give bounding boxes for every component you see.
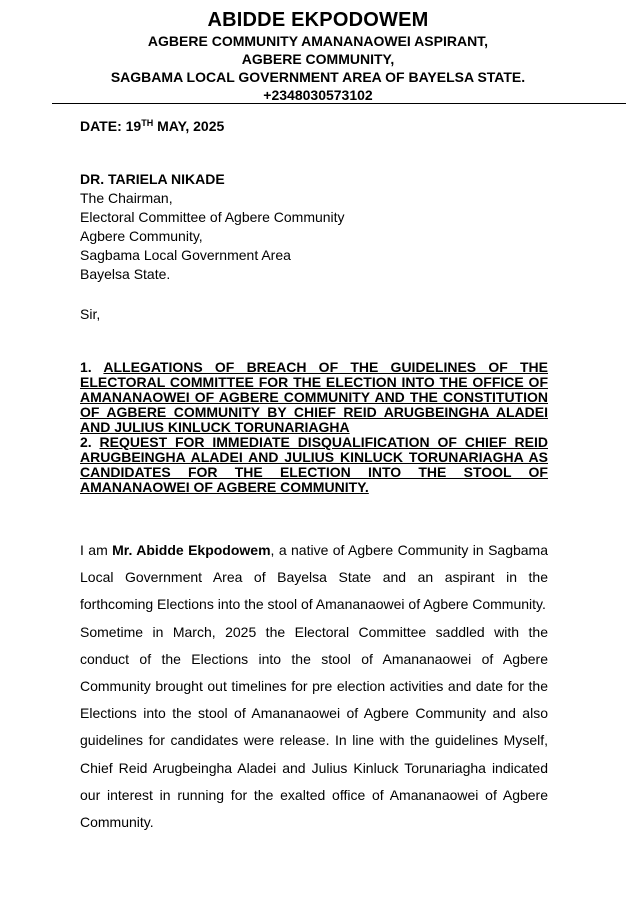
subject-block [80,360,548,495]
body-paragraph-1 [80,537,548,619]
subject-item-2-number: 2. [80,434,100,450]
addressee-block [80,170,548,284]
body-p1-rest: , a native of Agbere Community in Sagbama Local Government Area of Bayelsa State and an aspirant in the forthcoming Elections into the stool of Amananaowei of Agbere Community. [80,542,549,613]
letterhead [0,8,636,104]
date-ordinal: TH [141,118,154,128]
sender-name: ABIDDE EKPODOWEM [207,9,429,31]
sender-title: AGBERE COMMUNITY AMANANAOWEI ASPIRANT, [147,33,489,49]
date-prefix: DATE: 19 [80,118,142,134]
salutation: Sir, [80,306,101,322]
subject-item-1-number: 1. [80,359,104,375]
addressee-line: Electoral Committee of Agbere Community [80,209,345,225]
addressee-line: Agbere Community, [80,228,203,244]
body-p1-sender-name: Mr. Abidde Ekpodowem [112,542,271,558]
addressee-line: Sagbama Local Government Area [80,247,291,263]
date-suffix: MAY, 2025 [153,118,225,134]
addressee-line: Bayelsa State. [80,266,171,282]
sender-lga: SAGBAMA LOCAL GOVERNMENT AREA OF BAYELSA STATE. [110,69,526,85]
subject-item-1 [80,360,548,435]
letter-body [80,537,548,836]
addressee-name: DR. TARIELA NIKADE [80,171,225,187]
letter-date [80,118,548,134]
subject-item-2-text: REQUEST FOR IMMEDIATE DISQUALIFICATION OF CHIEF REID ARUGBEINGHA ALADEI AND JULIUS KINLUCK TORUNARIAGHA AS CANDIDATES FOR THE ELECTION INTO THE STOOL OF AMANANAOWEI OF AGBERE COMMUNITY. [80,434,548,495]
addressee-line: The Chairman, [80,190,173,206]
sender-community: AGBERE COMMUNITY, [241,51,395,67]
body-p1-intro: I am [80,542,113,558]
body-paragraph-2: Sometime in March, 2025 the Electoral Committee saddled with the conduct of the Elections into the stool of Amananaowei of Agbere Community brought out timelines for pre election activities and date for the Elections into the stool of Amananaowei of Agbere Community and also guidelines for candidates were release. In line with the guidelines Myself, Chief Reid Arugbeingha Aladei and Julius Kinluck Torunariagha indicated our interest in running for the exalted office of Amananaowei of Agbere Community. [80,623,548,831]
sender-phone: +2348030573102 [263,87,373,103]
letterhead-divider [52,103,626,104]
subject-item-1-text: ALLEGATIONS OF BREACH OF THE GUIDELINES OF THE ELECTORAL COMMITTEE FOR THE ELECTION INTO THE OFFICE OF AMANANAOWEI OF AGBERE COMMUNITY AND THE CONSTITUTION OF AGBERE COMMUNITY BY CHIEF REID ARUGBEINGHA ALADEI AND JULIUS KINLUCK TORUNARIAGHA [80,359,548,435]
subject-item-2 [80,435,548,495]
